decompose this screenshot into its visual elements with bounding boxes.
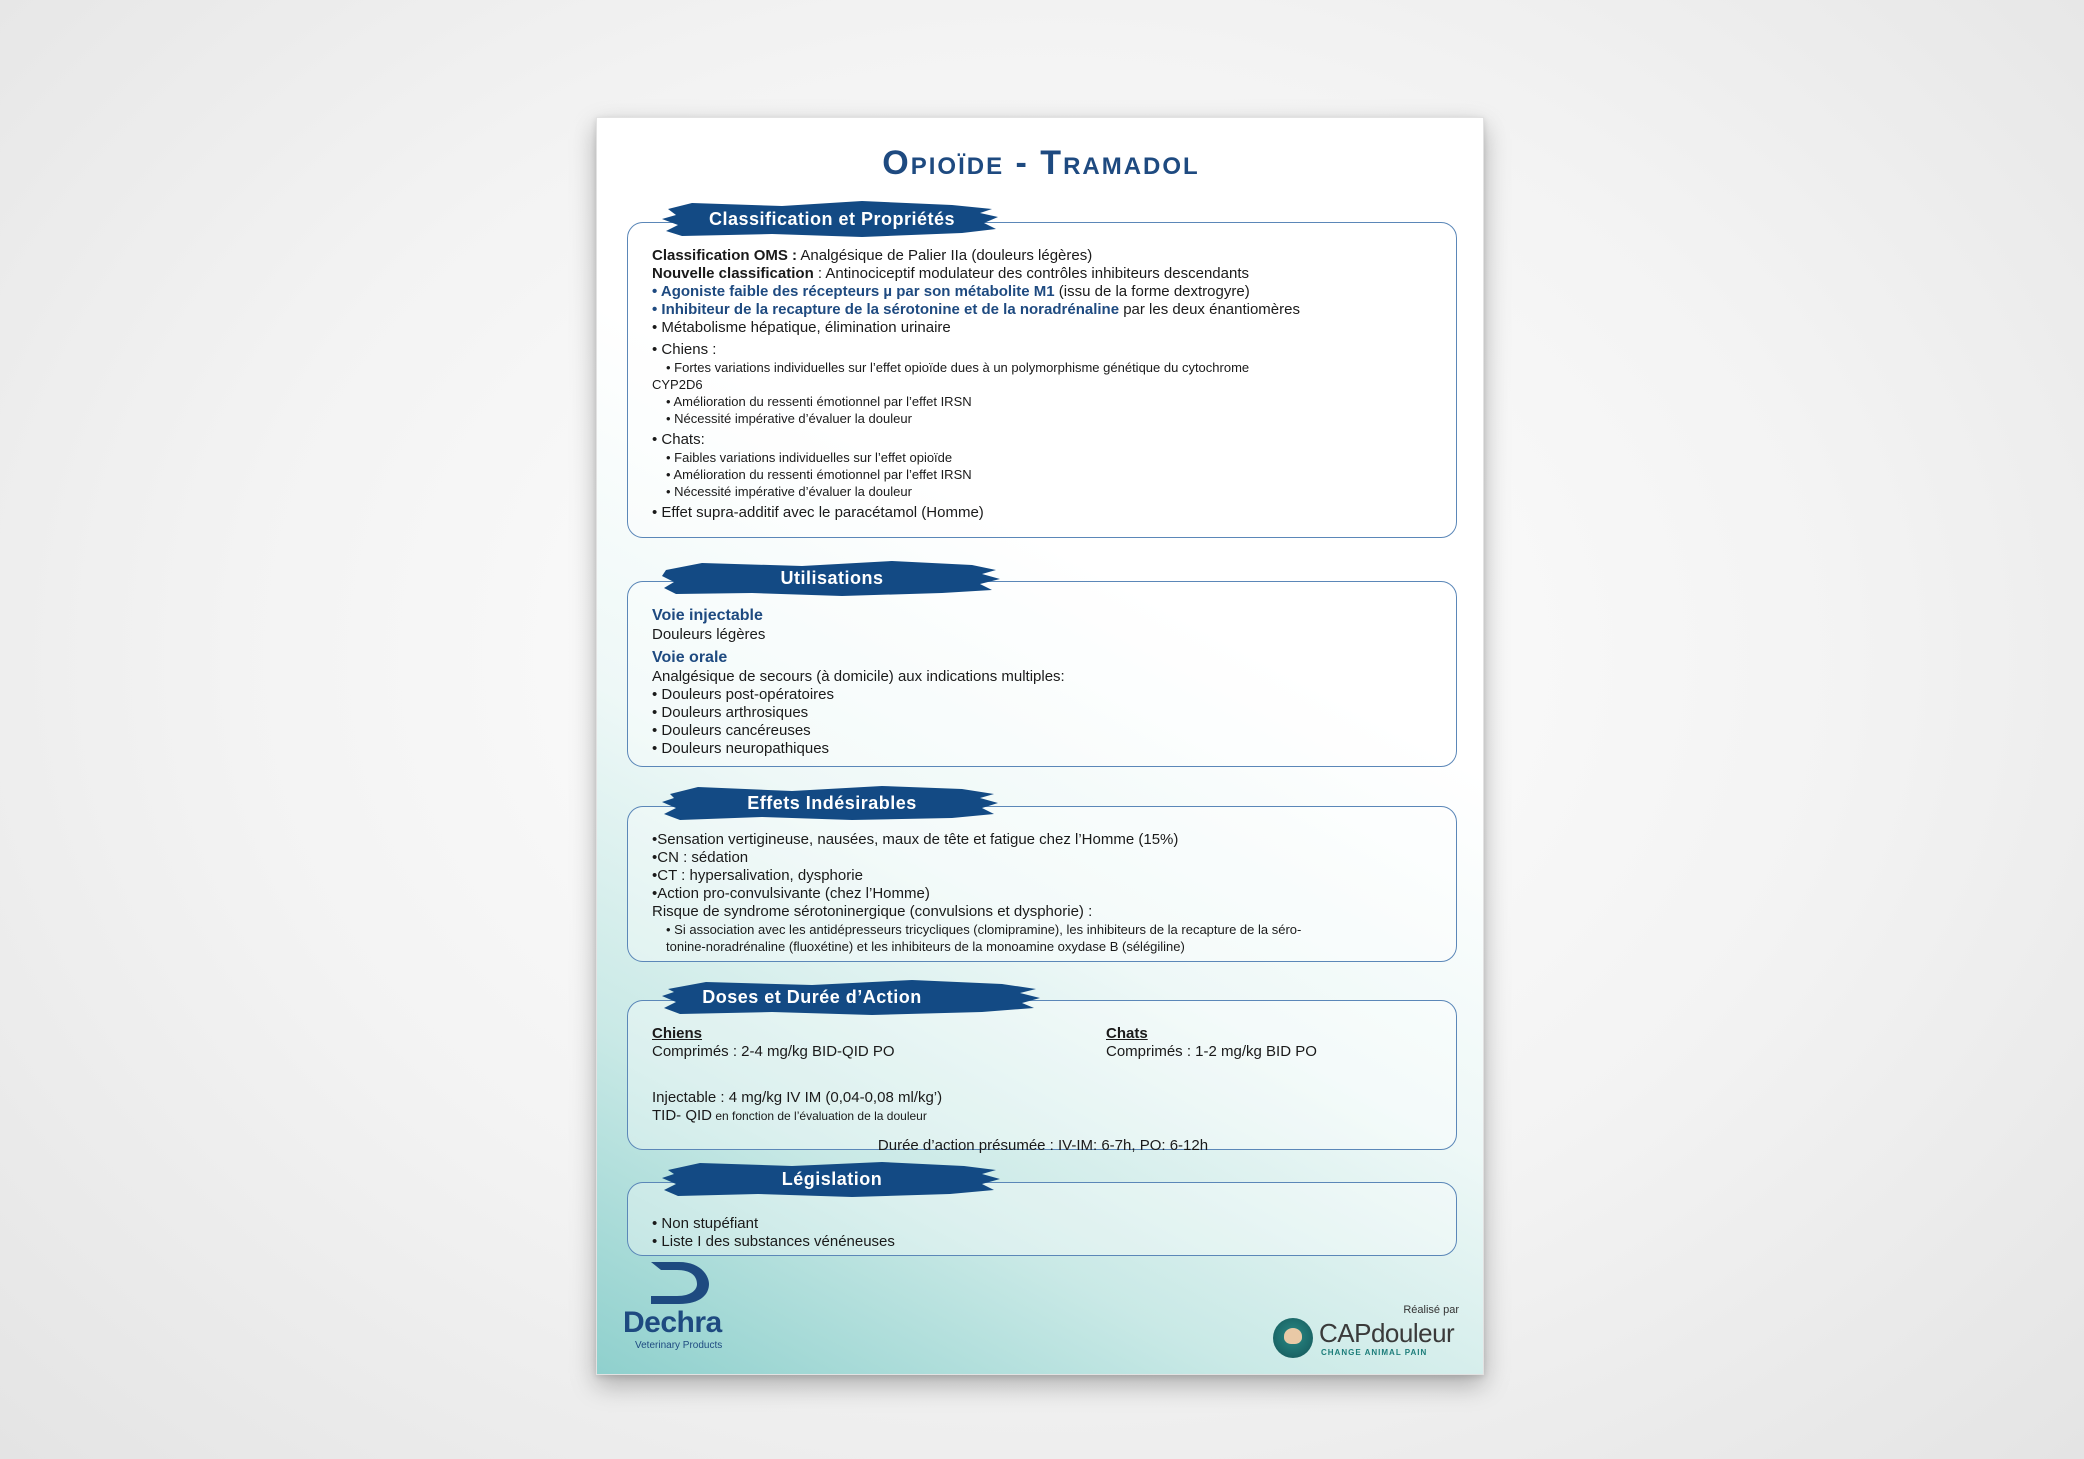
section-classification (627, 209, 1457, 538)
realise-par-label: Réalisé par (1403, 1304, 1459, 1316)
section-heading: Législation (781, 1169, 883, 1189)
document-page (596, 117, 1484, 1375)
dechra-logo (623, 1258, 743, 1358)
list-item: • Amélioration du ressenti émotionnel par l’effet IRSN (666, 394, 972, 409)
new-classification: Nouvelle classification : Antinociceptif modulateur des contrôles inhibiteurs descendants (652, 265, 1249, 282)
dose-columns (652, 1025, 1434, 1089)
section-utilisations (627, 568, 1457, 767)
section-heading: Classification et Propriétés (708, 209, 956, 229)
cats-dose-column (1106, 1025, 1317, 1061)
section-effets-indesirables (627, 793, 1457, 962)
dechra-subtitle: Veterinary Products (635, 1340, 723, 1351)
cats-dose-title: Chats (1106, 1025, 1148, 1042)
cats-label: • Chats: (652, 431, 705, 448)
section-heading-banner (662, 977, 1042, 1017)
section-doses (627, 987, 1457, 1154)
serotonin-detail: • Si association avec les antidépresseurs tricycliques (clomipramine), les inhibiteurs de la recapture de la séro- (666, 922, 1302, 937)
list-item: • Douleurs arthrosiques (652, 704, 809, 721)
inhibitor-property: • Inhibiteur de la recapture de la sérotonine et de la noradrénaline par les deux énantiomères (652, 301, 1300, 318)
list-item: •CT : hypersalivation, dysphorie (652, 867, 863, 884)
dogs-dose-title: Chiens (652, 1025, 703, 1042)
section-heading: Doses et Durée d’Action (702, 987, 922, 1007)
dechra-d-icon (643, 1258, 713, 1308)
oral-route-intro: Analgésique de secours (à domicile) aux indications multiples: (652, 668, 1065, 685)
supra-additive-effect: • Effet supra-additif avec le paracétamol (Homme) (652, 504, 984, 521)
section-legislation (627, 1169, 1457, 1256)
list-item: • Douleurs neuropathiques (652, 740, 830, 757)
list-item: • Douleurs post-opératoires (652, 686, 835, 703)
page-title: Opioïde - Tramadol (882, 144, 1200, 182)
section-heading-banner (662, 199, 1002, 239)
section-heading: Effets Indésirables (747, 793, 917, 813)
dechra-name: Dechra (623, 1306, 722, 1339)
cats-tablets-dose: Comprimés : 1-2 mg/kg BID PO (1106, 1043, 1317, 1060)
injectable-dose: Injectable : 4 mg/kg IV IM (0,04-0,08 ml/kg’) (652, 1089, 943, 1106)
agonist-property: • Agoniste faible des récepteurs µ par son métabolite M1 (issu de la forme dextrogyre) (652, 283, 1250, 300)
capdouleur-name: CAPdouleur (1319, 1318, 1455, 1348)
list-item: • Amélioration du ressenti émotionnel par l’effet IRSN (666, 467, 972, 482)
section-heading-banner (662, 1159, 1002, 1199)
list-item: CYP2D6 (652, 377, 703, 392)
section-heading: Utilisations (780, 568, 884, 588)
list-item: • Faibles variations individuelles sur l’effet opioïde (666, 450, 953, 465)
metabolism-property: • Métabolisme hépatique, élimination urinaire (652, 319, 951, 336)
tid-qid-dose: TID- QID en fonction de l’évaluation de la douleur (652, 1107, 927, 1124)
action-duration: Durée d’action présumée : IV-IM: 6-7h, PO: 6-12h (877, 1137, 1209, 1154)
list-item: • Nécessité impérative d’évaluer la douleur (666, 411, 912, 426)
list-item: • Non stupéfiant (652, 1215, 759, 1232)
injectable-route-text: Douleurs légères (652, 626, 766, 643)
dogs-dose-column (652, 1025, 895, 1061)
dogs-tablets-dose: Comprimés : 2-4 mg/kg BID-QID PO (652, 1043, 895, 1060)
list-item: •CN : sédation (652, 849, 749, 866)
serotonin-detail: tonine-noradrénaline (fluoxétine) et les inhibiteurs de la monoamine oxydase B (sélégiline) (666, 939, 1185, 954)
list-item: • Liste I des substances vénéneuses (652, 1233, 895, 1250)
serotonin-syndrome-risk: Risque de syndrome sérotoninergique (convulsions et dysphorie) : (652, 903, 1093, 920)
capdouleur-logo (1273, 1304, 1463, 1364)
list-item: • Fortes variations individuelles sur l’effet opioïde dues à un polymorphisme génétique du cytochrome (666, 360, 1250, 375)
oms-classification: Classification OMS : Analgésique de Palier IIa (douleurs légères) (652, 247, 1093, 264)
list-item: •Sensation vertigineuse, nausées, maux de tête et fatigue chez l’Homme (15%) (652, 831, 1179, 848)
cat-dog-icon (1273, 1318, 1313, 1358)
section-heading-banner (662, 558, 1002, 598)
list-item: • Nécessité impérative d’évaluer la douleur (666, 484, 912, 499)
oral-route-title: Voie orale (652, 649, 728, 666)
list-item: • Douleurs cancéreuses (652, 722, 811, 739)
injectable-route-title: Voie injectable (652, 607, 763, 624)
dogs-label: • Chiens : (652, 341, 717, 358)
capdouleur-tagline: CHANGE ANIMAL PAIN (1321, 1348, 1428, 1357)
section-heading-banner (662, 783, 1002, 823)
list-item: •Action pro-convulsivante (chez l’Homme) (652, 885, 930, 902)
